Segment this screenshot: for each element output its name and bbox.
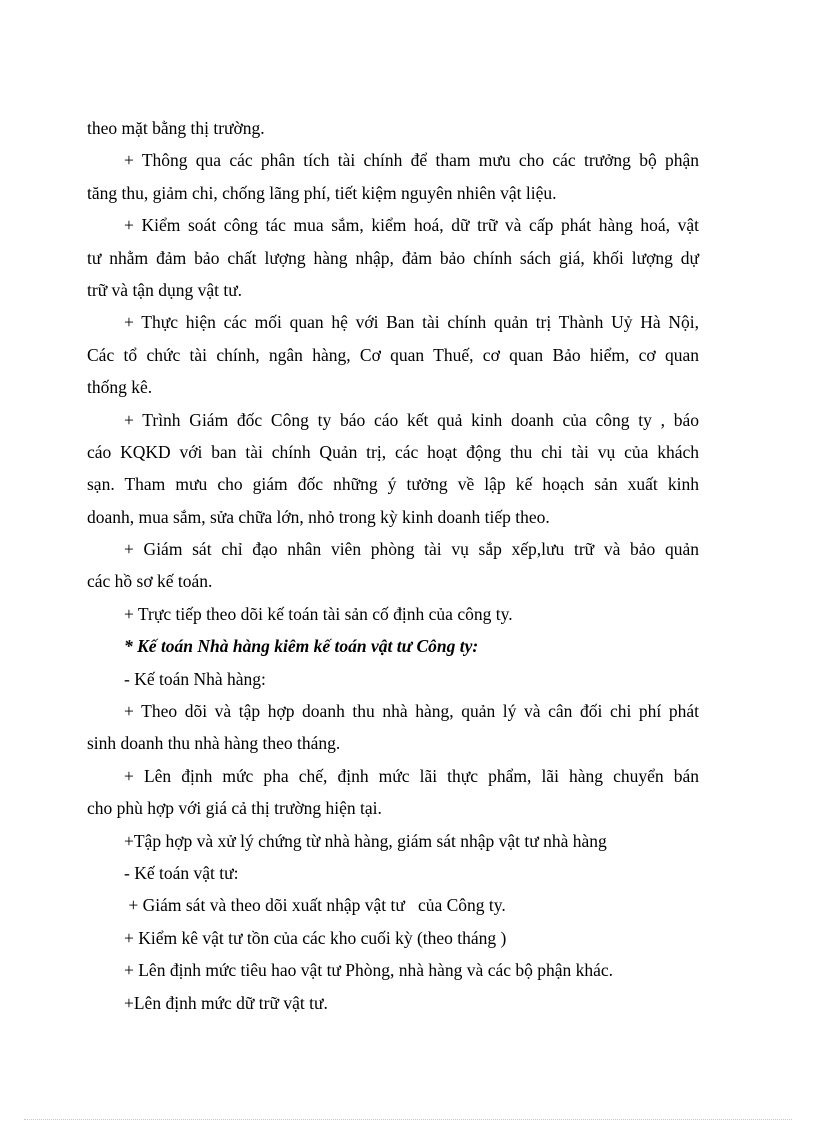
- text-line-25: + Giám sát và theo dõi xuất nhập vật tư của Công ty.: [124, 895, 506, 916]
- document-page: [87, 112, 699, 1019]
- text-line-26: + Kiểm kê vật tư tồn của các kho cuối kỳ (theo tháng ): [124, 927, 507, 948]
- text-line-7: + Thực hiện các mối quan hệ với Ban tài chính quản trị Thành Uỷ Hà Nội,: [124, 312, 699, 333]
- text-line-27: + Lên định mức tiêu hao vật tư Phòng, nhà hàng và các bộ phận khác.: [124, 960, 614, 981]
- text-line-21: + Lên định mức pha chế, định mức lãi thực phẩm, lãi hàng chuyển bán: [124, 765, 699, 786]
- section-heading: * Kế toán Nhà hàng kiêm kế toán vật tư Công ty:: [124, 636, 479, 657]
- text-line-4: + Kiểm soát công tác mua sắm, kiểm hoá, dữ trữ và cấp phát hàng hoá, vật: [124, 215, 699, 236]
- text-line-5: tư nhằm đảm bảo chất lượng hàng nhập, đảm bảo chính sách giá, khối lượng dự: [87, 247, 699, 268]
- text-line-1: theo mặt bằng thị trường.: [87, 118, 265, 138]
- text-line-13: doanh, mua sắm, sửa chữa lớn, nhỏ trong kỳ kinh doanh tiếp theo.: [87, 506, 550, 527]
- text-line-16: + Trực tiếp theo dõi kế toán tài sản cố định của công ty.: [124, 603, 513, 624]
- subheading-materials: - Kế toán vật tư:: [124, 862, 239, 883]
- text-line-20: sinh doanh thu nhà hàng theo tháng.: [87, 733, 341, 754]
- text-line-23: +Tập hợp và xử lý chứng từ nhà hàng, giám sát nhập vật tư nhà hàng: [124, 830, 607, 851]
- text-line-14: + Giám sát chỉ đạo nhân viên phòng tài vụ sắp xếp,lưu trữ và bảo quản: [124, 539, 699, 560]
- text-line-8: Các tổ chức tài chính, ngân hàng, Cơ quan Thuế, cơ quan Bảo hiểm, cơ quan: [87, 344, 699, 365]
- text-line-28: +Lên định mức dữ trữ vật tư.: [124, 992, 328, 1013]
- text-line-19: + Theo dõi và tập hợp doanh thu nhà hàng, quản lý và cân đối chi phí phát: [124, 701, 699, 722]
- text-line-11: cáo KQKD với ban tài chính Quản trị, các hoạt động thu chi tài vụ của khách: [87, 441, 699, 462]
- text-line-2: + Thông qua các phân tích tài chính để tham mưu cho các trưởng bộ phận: [124, 150, 699, 171]
- text-line-6: trữ và tận dụng vật tư.: [87, 279, 243, 300]
- text-line-10: + Trình Giám đốc Công ty báo cáo kết quả kinh doanh của công ty , báo: [124, 409, 699, 430]
- text-line-15: các hồ sơ kế toán.: [87, 571, 213, 592]
- text-line-9: thống kê.: [87, 377, 153, 398]
- text-line-12: sạn. Tham mưu cho giám đốc những ý tưởng về lập kế hoạch sản xuất kinh: [87, 474, 699, 495]
- text-line-22: cho phù hợp với giá cả thị trường hiện tại.: [87, 798, 382, 819]
- text-line-3: tăng thu, giảm chi, chống lãng phí, tiết kiệm nguyên nhiên vật liệu.: [87, 182, 557, 203]
- page-bottom-rule: [24, 1119, 792, 1120]
- subheading-restaurant: - Kế toán Nhà hàng:: [124, 668, 266, 689]
